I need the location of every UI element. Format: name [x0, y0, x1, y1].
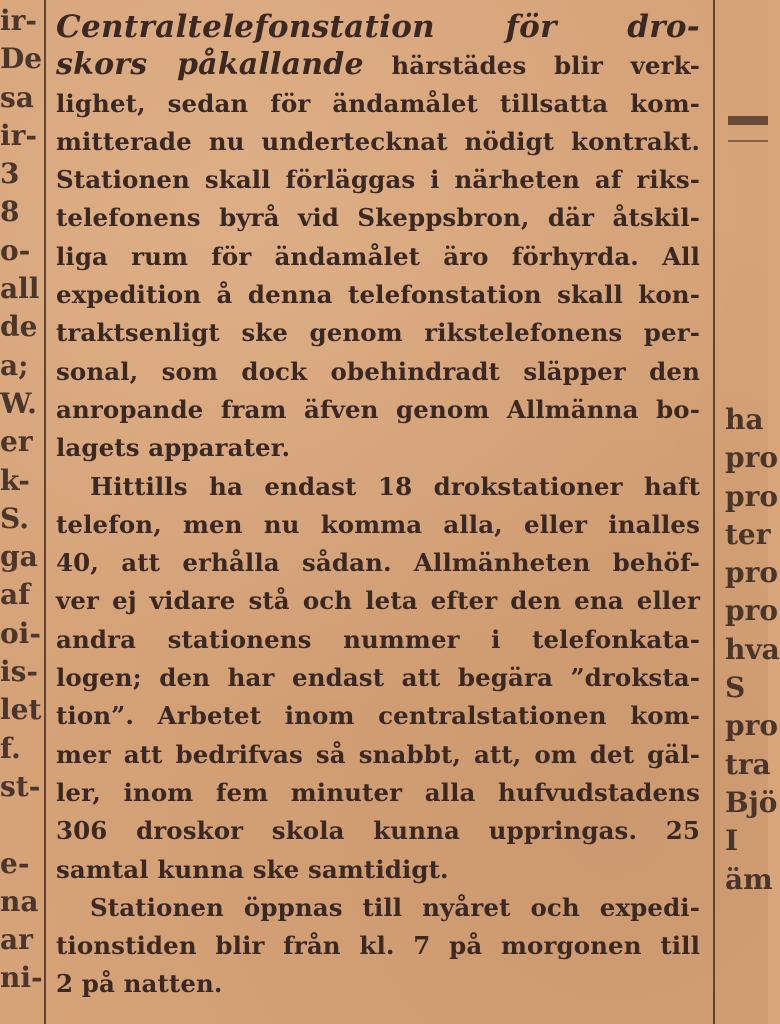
text-line: mitterade nu undertecknat nödigt kontrakt. — [56, 126, 700, 156]
column-fragment: pro — [725, 594, 779, 628]
paragraph-1 — [56, 85, 700, 468]
column-fragment: 3 — [0, 157, 20, 191]
column-fragment: ha — [725, 403, 764, 436]
left-column-fragments — [0, 0, 43, 1024]
column-fragment: ir- — [0, 118, 38, 152]
column-fragment: hva — [725, 632, 780, 666]
column-fragment: De — [0, 42, 43, 76]
text-line: telefonens byrå vid Skeppsbron, där åtskil- — [56, 203, 700, 233]
text-line: tionstiden blir från kl. 7 på morgonen till — [56, 931, 700, 961]
column-fragment: st- — [0, 769, 41, 803]
text-line: 2 på natten. — [56, 969, 223, 999]
text-line: andra stationens nummer i telefonkata- — [56, 624, 700, 654]
text-line: Hittills ha endast 18 drokstationer haft — [90, 471, 700, 501]
column-fragment: af — [0, 578, 31, 612]
column-rule-left — [44, 0, 46, 1024]
column-fragment: 8 — [0, 195, 20, 229]
text-line: Stationen öppnas till nyåret och expedi- — [90, 892, 700, 922]
column-fragment: W. — [0, 386, 37, 420]
column-fragment: S — [725, 671, 746, 705]
column-fragment: k- — [0, 463, 30, 497]
column-fragment: pro — [725, 441, 779, 475]
text-line: liga rum för ändamålet äro förhyrda. All — [56, 241, 700, 271]
column-fragment: ni- — [0, 961, 43, 995]
text-line: ver ej vidare stå och leta efter den ena eller — [56, 586, 700, 616]
text-line: anropande fram äfven genom Allmänna bo- — [56, 394, 700, 424]
text-line: sonal, som dock obehindradt släpper den — [56, 356, 700, 386]
column-fragment: e- — [0, 846, 30, 880]
column-fragment: sa — [0, 80, 34, 114]
column-fragment: is- — [0, 655, 39, 689]
column-fragment: f. — [0, 731, 21, 765]
column-fragment: S. — [0, 501, 29, 535]
text-line: 40, att erhålla sådan. Allmänheten behöf- — [56, 548, 700, 578]
column-fragment: tra — [725, 747, 771, 781]
text-line: tion”. Arbetet inom centralstationen kom- — [56, 701, 700, 731]
right-column-fragments — [725, 0, 780, 1024]
paragraph-2 — [56, 468, 700, 889]
column-fragment: de — [0, 310, 38, 344]
column-fragment: o- — [0, 233, 31, 267]
column-fragment: I — [725, 824, 739, 858]
headline-text: Centraltelefonstation för dro- — [56, 9, 700, 45]
column-fragment — [0, 806, 36, 844]
text-line: logen; den har endast att begära ”droksta- — [56, 663, 700, 693]
headline-line-2 — [56, 46, 700, 84]
text-line: lighet, sedan för ändamålet tillsatta kom- — [56, 88, 700, 118]
column-rule-right — [713, 0, 715, 1024]
column-fragment: let — [0, 693, 42, 727]
column-fragment: ga — [0, 540, 38, 574]
column-fragment: na — [0, 884, 39, 918]
column-fragment: oi- — [0, 616, 41, 650]
text-line: lagets apparater. — [56, 433, 291, 463]
body-text: härstädes blir verk- — [363, 51, 700, 81]
column-fragment: er — [0, 425, 33, 459]
column-fragment: pro — [725, 709, 779, 743]
column-fragment: a; — [0, 348, 29, 382]
text-line: samtal kunna ske samtidigt. — [56, 854, 449, 884]
column-fragment: pro — [725, 556, 779, 590]
column-fragment: ar — [0, 923, 33, 957]
text-line: traktsenligt ske genom rikstelefonens per- — [56, 318, 700, 348]
text-line: 306 droskor skola kunna uppringas. 25 — [56, 816, 700, 846]
text-line: ler, inom fem minuter alla hufvudstadens — [56, 777, 700, 807]
text-line: mer att bedrifvas så snabbt, att, om det gäl- — [56, 739, 700, 769]
text-line: Stationen skall förläggas i närheten af riks- — [56, 165, 700, 195]
column-fragment: pro — [725, 479, 779, 513]
headline-continued: skors påkallande — [56, 47, 364, 83]
text-line: expedition å denna telefonstation skall kon- — [56, 280, 700, 310]
headline-line-1 — [56, 8, 700, 46]
paragraph-3 — [56, 889, 700, 1004]
text-line: telefon, men nu komma alla, eller inalles — [56, 509, 700, 539]
news-article — [56, 8, 700, 1004]
column-fragment: ter — [725, 517, 771, 551]
column-fragment: Bjö — [725, 785, 778, 819]
column-fragment: all — [0, 272, 40, 306]
column-fragment: äm — [725, 862, 773, 896]
column-fragment: ir- — [0, 4, 38, 37]
